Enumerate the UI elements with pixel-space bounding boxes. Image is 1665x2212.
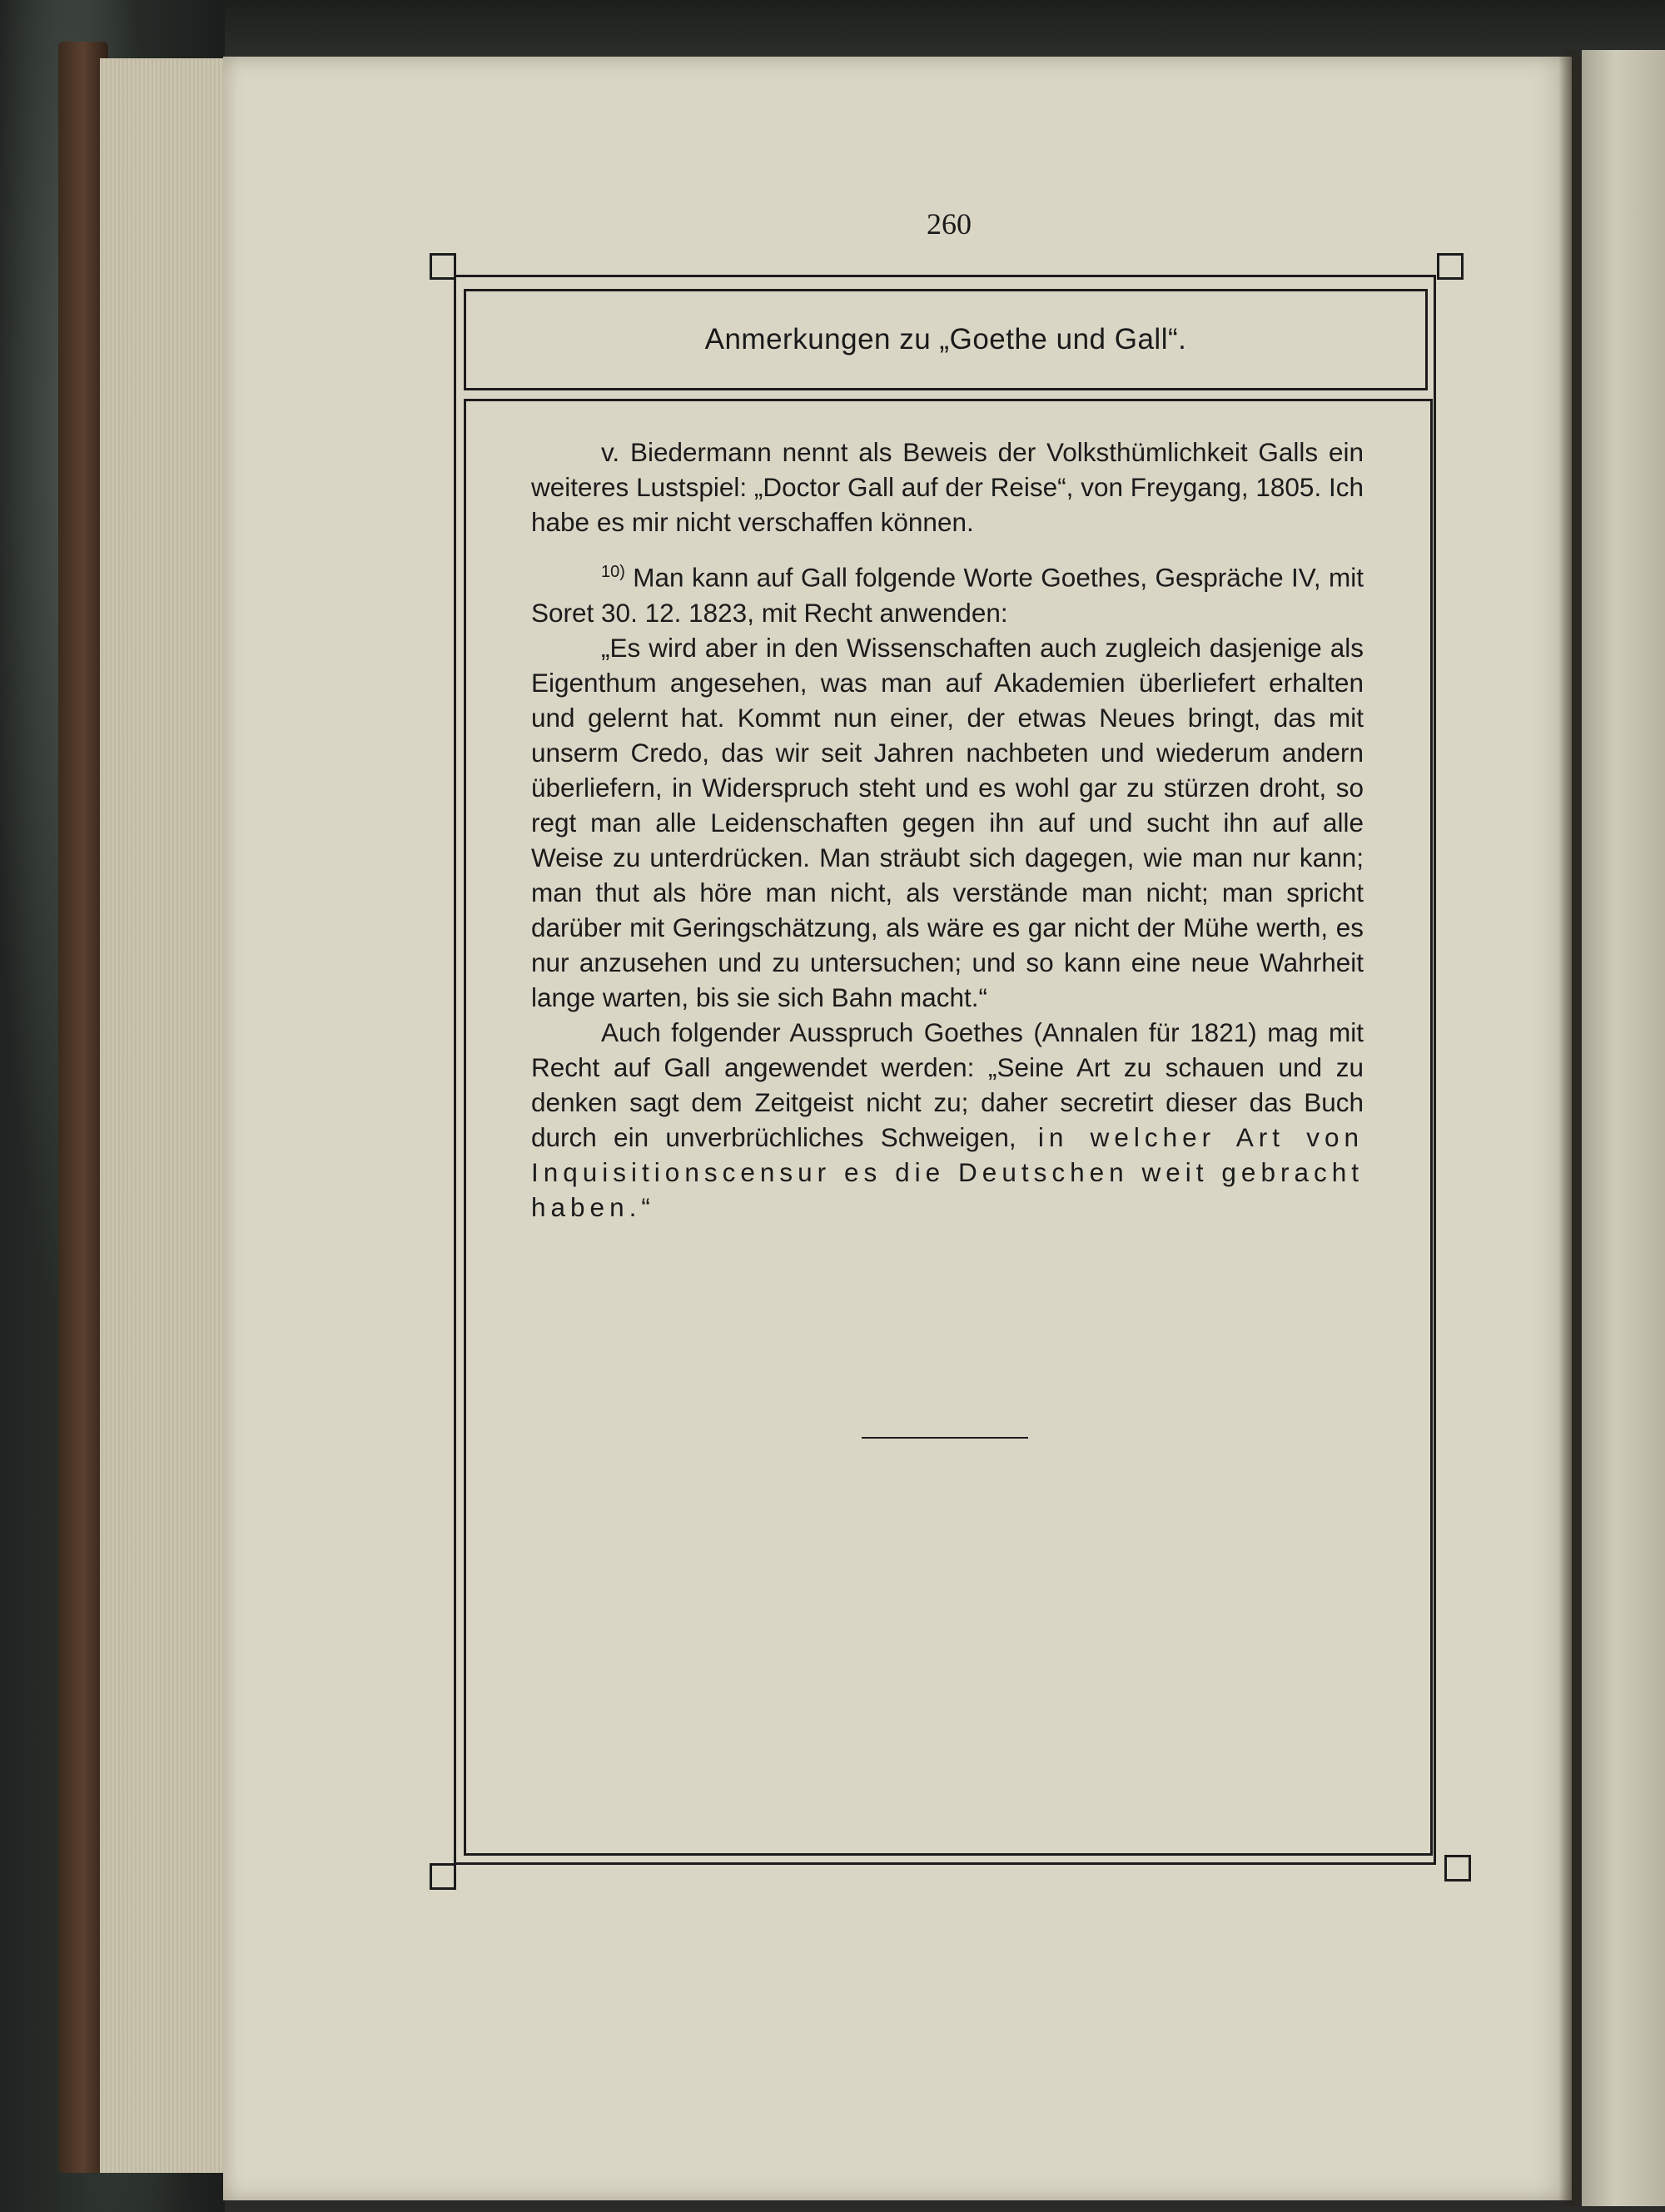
running-head-box [464,289,1428,390]
facing-page-edge [1582,50,1665,2206]
running-head: Anmerkungen zu „Goethe und Gall“. [704,323,1187,355]
paragraph [531,554,1364,630]
paragraph-text: Man kann auf Gall folgende Worte Goethes, Gespräche IV, mit Soret 30. 12. 1823, mit Recht anwenden: [531,562,1364,628]
page-edges [100,58,225,2173]
paragraph: „Es wird aber in den Wissenschaften auch zugleich dasjenige als Eigenthum angesehen, was man auf Akademien überliefert erhalten und gelernt hat. Kommt nun einer, der etwas Neues bringt, das mit unserm Credo, das wir seit Jahren nachbeten und wiederum andern überliefern, in Widerspruch steht und es wohl gar zu stürzen droht, so regt man alle Leidenschaften gegen ihn auf und sucht ihn auf alle Weise zu unterdrücken. Man sträubt sich dagegen, wie man nur kann; man thut als höre man nicht, als verstände man nicht; man spricht darüber mit Geringschätzung, als wäre es gar nicht der Mühe werth, es nur anzusehen und zu untersuchen; und so kann eine neue Wahrheit lange warten, bis sie sich Bahn macht.“ [531,632,1364,1012]
footnote-marker: 10) [601,563,625,581]
book-cover-top [225,0,1665,57]
paragraph-text: Auch folgender Ausspruch Goethes (Annalen für 1821) mag mit Recht auf Gall angewendet werden: „Seine Art zu schauen und zu denken sagt dem Zeitgeist nicht zu; daher secretirt dieser das Buch durch ein unverbrüchliches Schweigen, [531,1017,1364,1152]
paragraph-text-spaced: in welcher Art von Inquisitionscensur es die Deutschen weit gebracht haben.“ [531,1121,1364,1222]
section-rule [862,1437,1028,1439]
paragraph: v. Biedermann nennt als Beweis der Volksthümlichkeit Galls ein weiteres Lustspiel: „Doctor Gall auf der Reise“, von Freygang, 1805. Ich habe es mir nicht verschaffen können. [531,437,1364,537]
body-text [531,435,1364,1225]
frame-corner-top-right [1437,253,1464,280]
frame-corner-top-left [430,253,456,280]
frame-corner-bottom-right [1444,1855,1471,1881]
paragraph [531,1015,1364,1225]
page-number: 260 [927,207,972,241]
frame-corner-bottom-left [430,1863,456,1890]
